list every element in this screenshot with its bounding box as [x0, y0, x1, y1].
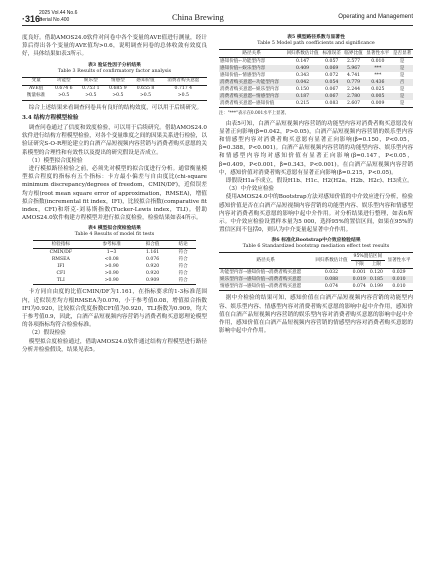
table-row: [22, 85, 207, 93]
col-header: 回归系数估计值: [312, 253, 350, 269]
table-cell: 0.010: [371, 58, 385, 64]
table-cell: 2.780: [346, 93, 361, 99]
table-cell: <0.08: [104, 256, 119, 262]
table-cell: 0.088: [324, 276, 339, 282]
table-cell: 0.025: [371, 86, 385, 92]
journal-name: China Brewing: [172, 12, 224, 22]
table-cell: 衡量标准: [22, 93, 50, 101]
volume-info: [39, 10, 77, 24]
table-cell: >0.5: [77, 93, 104, 101]
table-row: [33, 256, 196, 263]
subheading: （1）模型拟合度检验: [28, 157, 83, 164]
table-cell: 0.674 6: [54, 86, 73, 92]
col-header: 临界比值: [344, 50, 363, 56]
table-cell: 5.967: [346, 65, 361, 71]
table-cell: 0.074: [312, 283, 350, 291]
table-cell: >0.90: [104, 263, 119, 269]
table-title: 表4 模型拟合度检验结果: [88, 225, 141, 232]
table-cell: 消费者购买意愿←情感型内容: [220, 93, 279, 99]
col-header: 显著性水平: [385, 253, 413, 269]
table-cell: 0.029: [392, 269, 406, 275]
table-cell: 0.069: [325, 65, 339, 71]
table-cell: 娱乐型内容→感知价值→消费者购买意愿: [220, 276, 302, 282]
col-header: 情感型: [104, 77, 131, 85]
table-row: [33, 263, 196, 270]
table-title: 表5 模型路径系数与显著性: [287, 34, 345, 40]
table-cell: 是: [399, 72, 405, 78]
table6-caption: [219, 237, 413, 250]
table-row: [219, 283, 413, 291]
table-cell: 0.920: [146, 270, 160, 276]
col-header: 参考标准: [89, 241, 135, 249]
table-cell: 0.076: [146, 256, 160, 262]
table-cell: >0.90: [104, 270, 119, 276]
table-cell: 0.009: [364, 100, 391, 108]
paragraph: 调查问卷通过了信度和效度检验，可以用于后续研究。借助AMOS24.0软件进行结构方程模型检验，对各个变量维度之间的因果关系进行检验，以验证研究S-O-R理论建立的白酒产品短视频内容营销与消费者购买意愿的关系模型的合理性和有效性以及提出的研究假设是否成立。: [22, 125, 207, 156]
col-header: 娱乐型: [77, 77, 104, 85]
table-cell: 0.187: [295, 93, 310, 99]
table-row: [22, 93, 207, 101]
paragraph: 度良好。借助AMOS24.0软件对问卷中各个变量的AVE值进行测量，经计算后得出各个变量的AVE值均>0.6，说明调查问卷的总体收敛有效度良好，具体结果如表3所示。: [22, 35, 207, 58]
table-cell: 是: [399, 86, 405, 92]
table-cell: 1.161: [146, 249, 160, 255]
table-row: [219, 93, 413, 100]
serial-line: Serial No.400: [39, 17, 70, 23]
col-header: 显著性水平: [366, 50, 390, 56]
table-cell: 4.741: [346, 72, 361, 78]
table-cell: 0.409: [295, 65, 310, 71]
paragraph: 卡方同自由度的比值CMIN/DF为1.161，在指标要求的1-3标准范围内，近似误差均方根RMSEA为0.076，小于参考值0.08，增值拟合指数IFI为0.920，比较拟合优度指数CFI值为0.920，TLI指数为0.909，均大于参考值0.9，因此，白酒产品短视频内容营销与消费者购买意愿理论模型的各项指标均符合检验标准。: [22, 289, 207, 329]
table-cell: 2.607: [343, 100, 365, 108]
table-cell: 0.010: [385, 283, 413, 291]
table-cell: >0.5: [131, 93, 159, 101]
col-header: 拟合值: [135, 241, 171, 249]
paragraph: 由表5可知，白酒产品短视频内容营销的功能型内容对消费者购买意愿没有显著正向影响(β=0.042，P>0.05)，白酒产品短视频内容营销的娱乐型内容和情感型内容对消费者购买意愿有显著正向影响(β=0.150，P<0.05，β=0.388，P<0.001)。白酒产品短视频内容营销的功能型内容、娱乐型内容和情感型内容均对感知价值有显著正向影响(β=0.147，P<0.05，β=0.409，P<0.001，β=0.343，P<0.001)。在白酒产品短视频内容营销中，感知价值对消费者购买意愿有显著正向影响(β=0.215，P<0.05)。: [219, 120, 413, 176]
subheading: （3）中介效应检验: [225, 186, 275, 193]
table-row: [219, 72, 413, 79]
table-cell: 0.215: [284, 100, 321, 108]
table-cell: 感知价值←娱乐型内容: [220, 65, 266, 71]
table-cell: 是: [399, 65, 405, 71]
table-cell: 0.909: [135, 277, 171, 285]
table-cell: 0.920: [146, 263, 160, 269]
table-cell: 0.072: [325, 72, 339, 78]
table-cell: 0.067: [325, 93, 339, 99]
table-cell: 0.057: [325, 58, 339, 64]
table-cell: ***: [374, 72, 382, 78]
table-cell: >0.5: [160, 93, 207, 101]
subheading: （2）假设检验: [28, 330, 66, 337]
table-title: 表6 标准化Bootstrap中介效应检验结果: [271, 237, 361, 244]
table-cell: 符合: [170, 277, 195, 285]
table-cell: 0.032: [324, 269, 339, 275]
table-cell: 否: [399, 79, 405, 85]
table-cell: 1~3: [106, 249, 117, 255]
table-cell: 0.067: [325, 86, 339, 92]
col-header: 变量: [22, 77, 50, 85]
section-heading: 3.4 结构方程模型检验: [22, 114, 79, 121]
table-row: [33, 270, 196, 277]
col-header: 路径关系: [219, 253, 312, 269]
table-cell: 消费者购买意愿←娱乐型内容: [220, 86, 279, 92]
table-row: [219, 58, 413, 66]
table-row: [33, 277, 196, 285]
table-row: [33, 249, 196, 257]
paragraph: 据中介检验的结果可知，感知价值在白酒产品短视频内容营销的功能型内容、娱乐型内容、情感型内容对消费者购买意愿的影响中起中介作用，感知价值在白酒产品短视频内容营销的娱乐型内容对消费者购买意愿的影响中起中介作用，感知价值在白酒产品短视频内容营销的情感型内容对消费者购买意愿的影响中起中介作用。: [219, 295, 413, 335]
table-cell: 0.083: [321, 100, 343, 108]
table-cell: 0.717 4: [174, 86, 193, 92]
table5-note: 注："***"表示在0.001水平上显著。: [219, 111, 289, 116]
col-header: 是否显著: [392, 50, 412, 56]
table-cell: 0.074: [352, 283, 366, 289]
table6: [219, 252, 413, 291]
table-cell: 0.019: [352, 276, 366, 282]
table-cell: 0.005: [371, 93, 385, 99]
table-cell: 是: [399, 93, 405, 99]
table-cell: IFI: [57, 263, 65, 269]
table-cell: 感知价值←情感型内容: [220, 72, 266, 78]
table-cell: CFI: [56, 270, 66, 276]
table-cell: >0.5: [50, 93, 77, 101]
table-cell: AVE值: [28, 86, 44, 92]
table-title-en: Table 5 Model path coefficients and significance: [257, 41, 375, 46]
table-title-en: Table 6 Standardized bootstrap mediation effect test results: [242, 244, 390, 250]
table3: [22, 77, 207, 101]
table-cell: 0.655 8: [136, 86, 155, 92]
table-cell: 功能型内容→感知价值→消费者购买意愿: [220, 269, 302, 275]
table-cell: 是: [391, 100, 413, 108]
col-header: 标准误差: [322, 50, 341, 56]
right-column: [219, 34, 413, 335]
table-cell: 符合: [178, 263, 188, 269]
col-header: 功能型: [50, 77, 77, 85]
table-cell: 感知价值←功能型内容: [220, 58, 266, 64]
table-cell: 消费者购买意愿←功能型内容: [220, 79, 279, 85]
paragraph: 模型拟合度检验通过，借助AMOS24.0软件通过结构方程模型进行路径分析并检验假设，结果见表5。: [22, 338, 207, 353]
table-cell: 0.042: [295, 79, 310, 85]
table-cell: 符合: [178, 256, 188, 262]
table-cell: 消费者购买意愿←感知价值: [219, 100, 284, 108]
table-title-en: Table 4 Results of model fit tests: [74, 232, 155, 238]
table-cell: 符合: [178, 249, 188, 255]
col-header: 路径关系: [219, 50, 284, 58]
paragraph: 进行模拟路径检验之前，必须先对模型的拟合度进行分析。通常衡量模型拟合程度的指标有五个指标：卡方最小偏差与自由度比(chi-square minimum discrepancy/degrees of freedom，CMIN/DF)，近似误差均方根(root mean square error of approximation，RMSEA)，增值拟合指数(incremental fit index，IFI)，比较拟合指数(comparative fit index，CFI)和塔克-刘易斯指数(Tucker-Lewis index，TLI)。借助AMOS24.0软件构建方程模型并进行拟合度检验，检验结果如表4所示。: [22, 166, 207, 222]
table-cell: 0.120: [369, 269, 383, 275]
table4-caption: [22, 225, 207, 238]
table-cell: 0.010: [392, 276, 406, 282]
page-number: ·316·: [22, 14, 44, 24]
table-cell: 0.343: [295, 72, 310, 78]
table4: [33, 240, 196, 285]
table-cell: 0.753 1: [82, 86, 100, 92]
page-header: [22, 4, 413, 26]
col-header: 结论: [170, 241, 195, 249]
volume-line: 2025 Vol.44 No.6: [39, 10, 78, 16]
paragraph: 使用AMOS24.0中的Bootstrap方法对感知价值的中介效应进行分析，检验感知价值是否在白酒产品短视频内容营销的功能型内容、娱乐型内容和情感型内容对消费者购买意愿的影响中起中介作用。对分析结果进行整理，如表6所示。中介效应检验设置样本量为5 000，选择95%的置信区间，如果在95%的置信区间不包括0，则认为中介变量起显著中介作用。: [219, 194, 413, 234]
table-cell: 0.150: [295, 86, 310, 92]
table-cell: 0.185: [369, 276, 383, 282]
table-cell: 0.436: [371, 79, 385, 85]
table-cell: 0.779: [346, 79, 361, 85]
table-row: [219, 65, 413, 72]
table-cell: 情感型内容→感知价值→消费者购买意愿: [219, 283, 312, 291]
paragraph: 即假设H1a不成立，假设H1b、H1c、H2(H2a、H2b、H2c)、H3成立。: [225, 177, 413, 184]
table5: [219, 49, 413, 108]
table-cell: 0.199: [369, 283, 383, 289]
col-header: 回归系数估计值: [284, 50, 321, 58]
table-cell: 2.244: [346, 86, 361, 92]
paragraph: 综合上述结果来看调查问卷具有良好的结构效度，可以用于后续研究。: [28, 104, 203, 111]
table-cell: TLI: [33, 277, 88, 285]
table-cell: 0.147: [295, 58, 310, 64]
table-row: [219, 100, 413, 108]
col-subheader: 下限: [351, 261, 368, 269]
table-row: [219, 86, 413, 93]
col-header: 95%置信区间: [351, 253, 385, 261]
table-row: [219, 276, 413, 283]
left-column: [22, 34, 207, 354]
table-cell: >0.5: [104, 93, 131, 101]
table-cell: CMIN/DF: [49, 249, 73, 255]
col-header: 消费者购买意愿: [160, 77, 207, 85]
table-cell: >0.90: [89, 277, 135, 285]
table-row: [219, 269, 413, 277]
col-header: 检验指标: [33, 241, 88, 249]
table-cell: 2.577: [346, 58, 361, 64]
section-name: Operating and Management: [338, 14, 413, 20]
col-subheader: 上限: [368, 261, 385, 269]
table-cell: RMSEA: [51, 256, 70, 262]
table-title-en: Table 3 Results of confirmatory factor analysis: [57, 68, 172, 74]
table-cell: 是: [399, 58, 405, 64]
table5-caption: [219, 34, 413, 47]
table-cell: 0.685 9: [109, 86, 127, 92]
table-cell: 0.054: [325, 79, 339, 85]
table-cell: 符合: [178, 270, 188, 276]
col-header: 感知价值: [131, 77, 159, 85]
table-cell: 0.001: [352, 269, 366, 275]
table-cell: ***: [374, 65, 382, 71]
table-title: 表3 验证性因子分析结果: [88, 61, 141, 68]
table-row: [219, 79, 413, 86]
table3-caption: [22, 62, 207, 75]
